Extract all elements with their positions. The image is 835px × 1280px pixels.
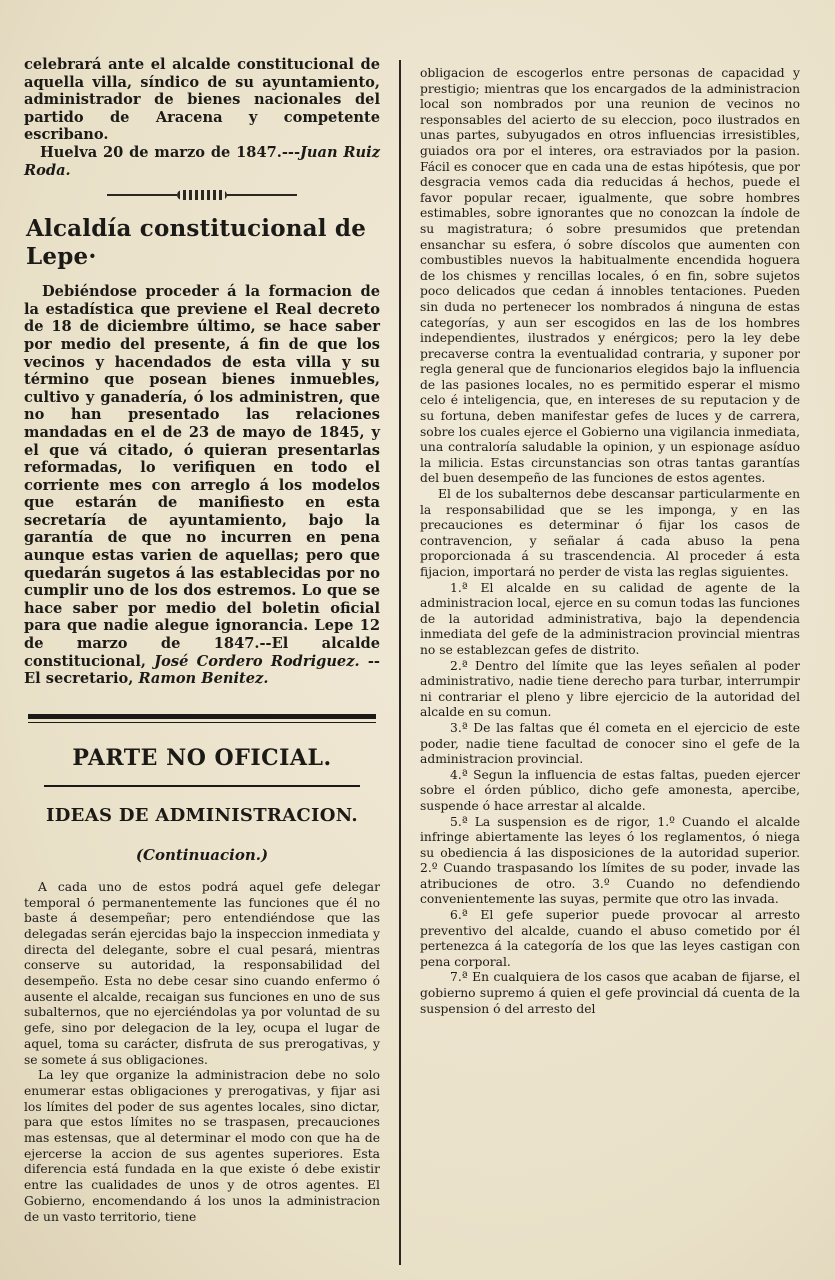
notice-text: Debiéndose proceder á la formacion de la estadística que previene el Real decreto de 18 de diciembre último, se hace saber por medio del presente, á fin de que los vecinos y hacendados de esta villa y su término que posean bienes inmuebles, cultivo y ganadería, ó los administren, que no han presentado las relaciones mandadas en el de 23 de mayo de 1845, y el que vá citado, ó quieran presentarlas reformadas, lo verifiquen en todo el corriente mes con arreglo á los modelos que estarán de manifiesto en esta secretaría de ayuntamiento, bajo la garantía de que no incurren en pena aunque estas varien de aquellas; pero que quedarán sugetos á las establecidas por no cumplir uno de los dos estremos. Lo que se hace saber por medio del boletin oficial para que nadie alegue ignorancia. Lepe 12 de marzo de 1847.--El alcalde constitucional, [24,283,380,670]
parte-heading: PARTE NO OFICIAL. [72,745,332,772]
article-paragraph-1: A cada uno de estos podrá aquel gefe delegar temporal ó permanentemente las funciones que él no baste á desempeñar; pero entendiéndose que las delegadas serán ejercidas bajo la inspeccion inmediata y directa del delegante, sobre el cual pesará, mientras conserve su autoridad, la responsabilidad del desempeño. Esta no debe cesar sino cuando enfermo ó ausente el alcalde, recaigan sus funciones en uno de sus subalternos, que no ejerciéndolas ya por voluntad de su gefe, sino por delegacion de la ley, ocupa el lugar de aquel, toma su carácter, disfruta de sus prerogativas, y se somete á sus obligaciones. [24,879,380,1067]
rule-2: 2.ª Dentro del límite que las leyes señalen al poder administrativo, nadie tiene derecho para turbar, interrumpir ni contrariar el pleno y libre ejercicio de la autoridad del alcalde en su comun. [420,658,800,720]
article-paragraph-2: La ley que organize la administracion debe no solo enumerar estas obligaciones y prerogativas, y fijar asi los límites del poder de sus agentes locales, sino dictar, para que estos límites no se traspasen, precauciones mas estensas, que al determinar el modo con que ha de ejercerse la accion de sus agentes superiores. Esta diferencia está fundada en la que existe ó debe existir entre las cualidades de unos y de otros agentes. El Gobierno, encomendando á los unos la administracion de un vasto territorio, tiene [24,1068,380,1224]
left-column [24,56,380,1225]
dateline [24,144,380,179]
right-paragraph-1: obligacion de escogerlos entre personas de capacidad y prestigio; mientras que los encargados de la administracion local son nombrados por una reunion de vecinos no responsables del acierto de su eleccion, poco ilustrados en unas partes, subyugados en otros influencias irresistibles, guiados ora por el interes, ora estraviados por la pasion. Fácil es conocer que en cada una de estas hipótesis, que por desgracia vemos cada dia reducidas á hechos, puede el favor popular recaer, igualmente, que sobre hombres estimables, sobre ignorantes que no conozcan la índole de su magistratura; ó sobre presumidos que pretendan ensanchar su esfera, ó sobre díscolos que aumenten con combustibles nuevos la habitualmente encendida hoguera de los chismes y rencillas locales, ó en fin, sobre sujetos poco delicados que cedan á innobles tentaciones. Pueden sin duda no pertenecer los nombrados á ninguna de estas categorías, y aun ser escogidos en las de los hombres independientes, ilustrados y enérgicos; pero la ley debe precaverse contra la eventualidad contraria, y suponer por regla general que de funcionarios elegidos bajo la influencia de las pasiones locales, no es permitido esperar el mismo celo é inteligencia, que, en intereses de su reputacion y de su fortuna, deben manifestar gefes de luces y de carrera, sobre los cuales ejerce el Gobierno una vigilancia inmediata, una contraloría saludable la opinion, y un espionage asíduo la milicia. Estas circunstancias son otras tantas garantías del buen desempeño de las funciones de estos agentes. [420,66,800,486]
rule-4: 4.ª Segun la influencia de estas faltas, pueden ejercer sobre el órden público, dicho gefe amonesta, apercibe, suspende ó hace arrestar al alcalde. [420,767,800,813]
rule-7: 7.ª En cualquiera de los casos que acaban de fijarse, el gobierno supremo á quien el gefe provincial dá cuenta de la suspension ó del arresto del [420,970,800,1016]
rule-3: 3.ª De las faltas que él cometa en el ejercicio de este poder, nadie tiene facultad de conocer sino el gefe de la administracion provincial. [420,720,800,767]
dateline-signature: Juan Ruiz Roda. [24,143,381,179]
dateline-text: Huelva 20 de marzo de 1847.--- [40,143,301,161]
thin-divider [28,722,376,724]
notice-paragraph [24,283,380,688]
intro-paragraph: celebrará ante el alcalde constitucional de aquella villa, síndico de su ayuntamiento, administrador de bienes nacionales del partido de Aracena y competente escribano. [24,56,380,144]
continuation-label: (Continuacion.) [135,845,269,864]
notice-secretary-label: --El secretario, [24,652,380,688]
notice-signature-1: José Cordero Rodriguez. [154,652,360,670]
thick-divider [28,714,376,719]
rule-5: 5.ª La suspension es de rigor, 1.º Cuando el alcalde infringe abiertamente las leyes ó los reglamentos, ó niega su obediencia á las disposiciones de la autoridad superior. 2.º Cuando traspasando los límites de su poder, invade las atribuciones de otro. 3.º Cuando no defendiendo convenientemente las suyas, permite que otro las invada. [420,814,800,907]
heading-divider [44,785,360,787]
ideas-heading: IDEAS DE ADMINISTRACION. [46,804,358,826]
right-column [420,66,800,1017]
right-paragraph-2: El de los subalternos debe descansar particularmente en la responsabilidad que se les imponga, y en las precauciones es determinar ó fijar los casos de contravencion, y señalar á cada abuso la pena proporcionada á su trascendencia. Al proceder á esta fijacion, importará no perder de vista las reglas siguientes. [420,487,800,579]
ornament-divider [107,189,297,201]
section-heading: Alcaldía constitucional de Lepe· [26,215,367,271]
rule-1: 1.ª El alcalde en su calidad de agente de la administracion local, ejerce en su comun todas las funciones de la autoridad administrativa, bajo la dependencia inmediata del gefe de la administracion provincial mientras no se establezcan gefes de distrito. [420,580,800,657]
rule-6: 6.ª El gefe superior puede provocar al arresto preventivo del alcalde, cuando el abuso cometido por él pertenezca á la categoría de los que las leyes castigan con pena corporal. [420,908,800,969]
column-rule [399,60,401,1265]
notice-signature-2: Ramon Benitez. [138,670,269,688]
